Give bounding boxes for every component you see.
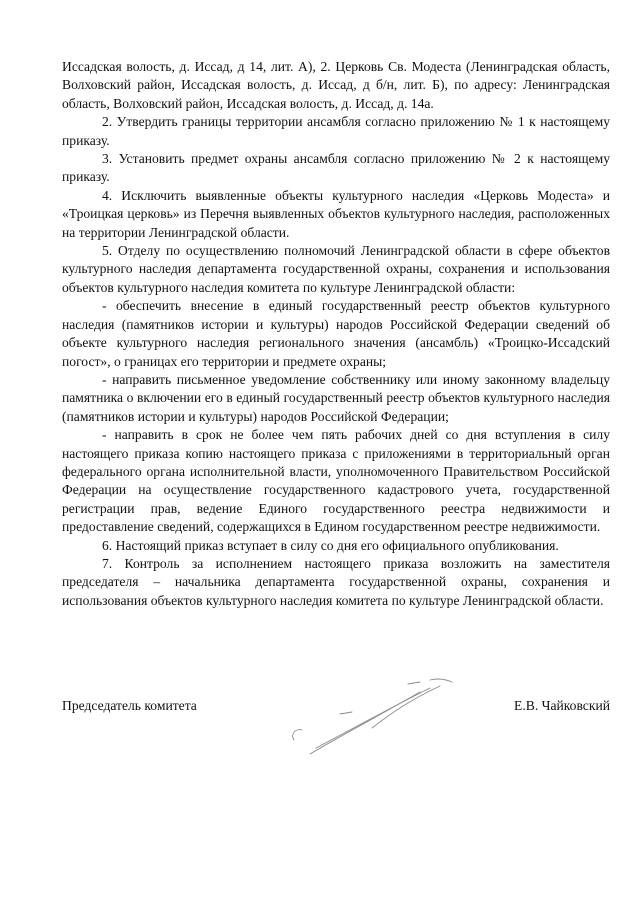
- paragraph-item-7: 7. Контроль за исполнением настоящего приказа возложить на заместителя председателя – начальника департамента государственной охраны, сохранения и использования объектов культурного наследия комитета по культуре Ленинградской области.: [62, 555, 610, 608]
- subitem-send-copy: - направить в срок не более чем пять рабочих дней со дня вступления в силу настоящего приказа копию настоящего приказа с приложениями в территориальный орган федерального органа исполнительной власти, уполномоченного Правительством Российской Федерации на осуществление государственного кадастрового учета, государственной регистрации прав, ведение Единого государственного реестра недвижимости и предоставление сведений, содержащихся в Едином государственном реестре недвижимости.: [62, 427, 610, 535]
- signatory-position: Председатель комитета: [62, 698, 197, 713]
- paragraph-continuation: Иссадская волость, д. Иссад, д 14, лит. А), 2. Церковь Св. Модеста (Ленинградская область, Волховский район, Иссадская волость, д. Иссад, д б/н, лит. Б), по адресу: Ленинградская область, Волховский район, Иссадская волость, д. Иссад, д. 14а.: [62, 59, 610, 111]
- signatory-name: Е.В. Чайковский: [514, 698, 610, 713]
- paragraph-item-6: 6. Настоящий приказ вступает в силу со дня его официального опубликования.: [102, 537, 559, 553]
- subitem-notify-owner: - направить письменное уведомление собственнику или иному законному владельцу памятника о включении его в единый государственный реестр объектов культурного наследия (памятников истории и культуры) народов Российской Федерации;: [62, 371, 610, 424]
- signature-block: [62, 697, 610, 717]
- paragraph-item-2: 2. Утвердить границы территории ансамбля согласно приложению № 1 к настоящему приказу.: [62, 114, 610, 148]
- paragraph-item-3: 3. Установить предмет охраны ансамбля согласно приложению № 2 к настоящему приказу.: [62, 151, 610, 185]
- paragraph-item-4: 4. Исключить выявленные объекты культурного наследия «Церковь Модеста» и «Троицкая церковь» из Перечня выявленных объектов культурного наследия, расположенных на территории Ленинградской области.: [62, 187, 610, 240]
- subitem-register: - обеспечить внесение в единый государственный реестр объектов культурного наследия (памятников истории и культуры) народов Российской Федерации сведений об объекте культурного наследия регионального значения (ансамбль) «Троицко-Иссадский погост», о границах его территории и предмете охраны;: [62, 298, 610, 369]
- document-body: [62, 58, 610, 610]
- paragraph-item-5: 5. Отделу по осуществлению полномочий Ленинградской области в сфере объектов культурного наследия департамента государственной охраны, сохранения и использования объектов культурного наследия комитета по культуре Ленинградской области:: [62, 243, 610, 295]
